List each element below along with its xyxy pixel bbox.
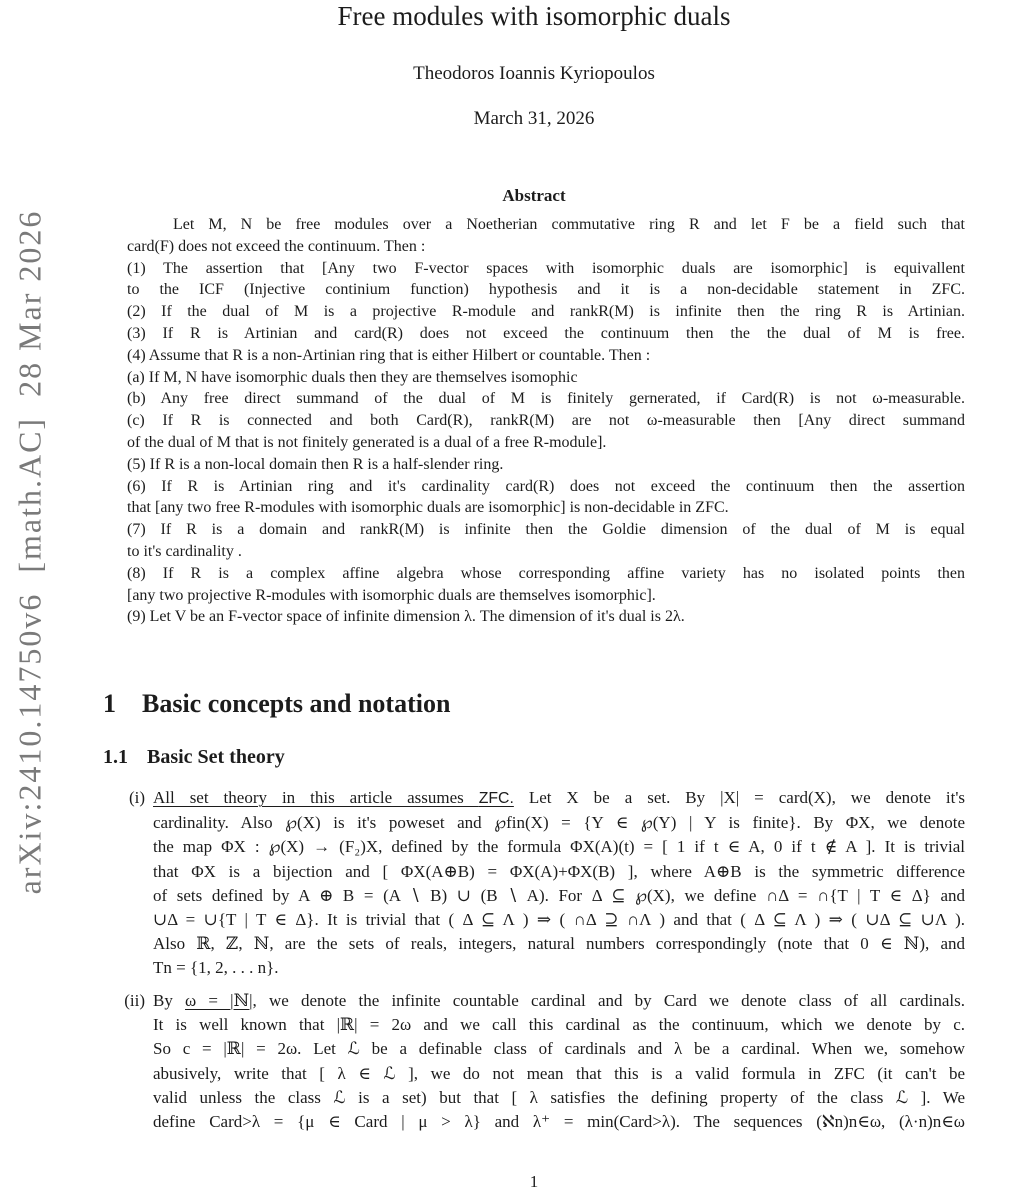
abstract-line: (a) If M, N have isomorphic duals then they are themselves isomophic [127,368,578,386]
abstract-line: (2) If the dual of M is a projective R-module and rankR(M) is infinite then the ring R is Artinian. [127,303,965,321]
abstract-line: (5) If R is a non-local domain then R is a half-slender ring. [127,455,504,473]
body-line: abusively, write that [ λ ∈ ℒ ], we do not mean that this is a valid formula in ZFC (it can't be [153,1063,965,1083]
abstract-line: (9) Let V be an F-vector space of infinite dimension λ. The dimension of it's dual is 2λ. [127,608,685,626]
body-text: By [153,991,186,1010]
body-line: of sets defined by A ⊕ B = (A ∖ B) ∪ (B ∖ A). For Δ ⊆ ℘(X), we define ∩Δ = ∩{T | T ∈ Δ} and [153,885,965,905]
body-line: the map ΦX : ℘(X) → (F₂)X, defined by the formula ΦX(A)(t) = [ 1 if t ∈ A, 0 if t ∉ A ]. It is trivial [153,837,966,857]
abstract-line: to the ICF (Injective continium function) hypothesis and it is a non-decidable statement in ZFC. [127,281,965,299]
body-line: Tn = {1, 2, . . . n}. [153,958,279,978]
subsection-title: Basic Set theory [147,746,285,768]
abstract-line: (c) If R is connected and both Card(R), rankR(M) are not ω-measurable then [Any direct summand [127,412,965,430]
body-text: , we denote the infinite countable cardinal and by Card we denote class of all cardinals. [252,991,966,1010]
abstract-line: (8) If R is a complex affine algebra whose corresponding affine variety has no isolated points then [127,564,965,582]
page-number: 1 [529,1172,539,1191]
body-line: valid unless the class ℒ is a set) but that [ λ satisfies the defining property of the class ℒ ]. We [153,1087,965,1107]
paper-date: March 31, 2026 [473,108,595,129]
author-name: Theodoros Ioannis Kyriopoulos [413,63,655,84]
abstract-body [127,214,965,628]
body-line: define Card>λ = {μ ∈ Card | μ > λ} and λ⁺ = min(Card>λ). The sequences (ℵn)n∈ω, (λ·n)n∈ω [153,1112,965,1132]
paper-title: Free modules with isomorphic duals [337,1,731,31]
zfc-sans-text: ZFC. [478,790,514,807]
abstract-line: that [any two free R-modules with isomorphic duals are isomorphic] is non-decidable in ZFC. [127,499,729,517]
abstract-line: to it's cardinality . [127,542,242,560]
arxiv-stamp: arXiv:2410.14750v6 [math.AC] 28 Mar 2026 [11,209,48,895]
abstract-line: (6) If R is Artinian ring and it's cardinality card(R) does not exceed the continuum then the assertion [127,477,965,495]
body-line: that ΦX is a bijection and [ ΦX(A⊕B) = ΦX(A)+ΦX(B) ], where A⊕B is the symmetric difference [153,861,965,881]
underlined-text: All set theory in this article assumes [153,788,479,807]
body-line [153,989,965,1013]
item-label: (ii) [124,991,145,1010]
abstract-line: (3) If R is Artinian and card(R) does not exceed the continuum then the the dual of M is free. [127,324,965,342]
underlined-text: ω = |ℕ| [185,991,253,1010]
list-item-ii [124,989,966,1134]
section-title: Basic concepts and notation [142,689,451,718]
body-line [153,786,965,811]
section-heading-1 [103,689,450,719]
abstract-line: Let M, N be free modules over a Noetherian commutative ring R and let F be a field such that [173,216,965,233]
body-line: It is well known that |ℝ| = 2ω and we call this cardinal as the continuum, which we denote by c. [153,1015,965,1035]
abstract-line: card(F) does not exceed the continuum. Then : [127,237,426,255]
body-line: cardinality. Also ℘(X) is it's poweset and ℘fin(X) = {Y ∈ ℘(Y) | Y is finite}. By ΦX, we denote [153,813,965,833]
item-label: (i) [128,788,145,807]
abstract-line: (7) If R is a domain and rankR(M) is infinite then the Goldie dimension of the dual of M is equal [127,521,965,539]
body-line: Also ℝ, ℤ, ℕ, are the sets of reals, integers, natural numbers correspondingly (note that 0 ∈ ℕ), and [153,934,965,954]
abstract-line: (b) Any free direct summand of the dual of M is finitely gernerated, if Card(R) is not ω-measurable. [127,390,965,408]
abstract-line: (1) The assertion that [Any two F-vector spaces with isomorphic duals are isomorphic] is equivallent [127,259,965,277]
body-line: ∪Δ = ∪{T | T ∈ Δ}. It is trivial that ( Δ ⊆ Λ ) ⇒ ( ∩Δ ⊇ ∩Λ ) and that ( Δ ⊆ Λ ) ⇒ ( ∪Δ ⊆ ∪Λ ). [153,910,965,930]
abstract-line: (4) Assume that R is a non-Artinian ring that is either Hilbert or countable. Then : [127,346,651,364]
body-text: Let X be a set. By |X| = card(X), we denote it's [513,788,965,807]
abstract-heading: Abstract [502,186,566,205]
subsection-heading-1-1 [103,746,285,769]
text-column [103,0,965,1200]
body-line: So c = |ℝ| = 2ω. Let ℒ be a definable class of cardinals and λ be a cardinal. When we, somehow [153,1039,965,1059]
subsection-number: 1.1 [103,746,128,768]
section-number: 1 [103,689,116,718]
abstract-line: [any two projective R-modules with isomorphic duals are themselves isomorphic]. [127,586,656,604]
list-item-i [128,786,966,981]
abstract-line: of the dual of M that is not finitely generated is a dual of a free R-module]. [127,433,607,451]
